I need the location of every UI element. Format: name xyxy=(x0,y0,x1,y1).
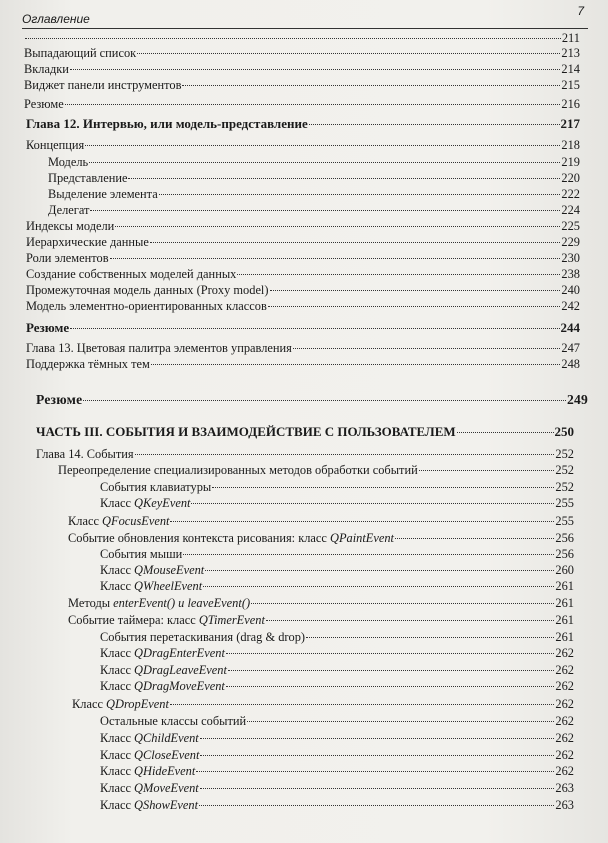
dot-leader xyxy=(89,161,560,163)
dot-leader xyxy=(457,431,554,433)
toc-entry xyxy=(26,234,580,250)
toc-entry xyxy=(100,713,574,729)
dot-leader xyxy=(237,273,560,275)
toc-entry xyxy=(24,61,580,77)
toc-entry-title: Виджет панели инструментов xyxy=(24,78,182,92)
toc-entry-page: 219 xyxy=(561,155,580,169)
toc-entry-page: 262 xyxy=(555,714,574,728)
toc-entry-prefix: Методы xyxy=(68,596,114,610)
toc-entry xyxy=(26,340,580,356)
toc-entry-page: 262 xyxy=(555,646,574,660)
toc-entry-class-name: QDragMoveEvent xyxy=(134,679,225,693)
dot-leader xyxy=(159,193,561,195)
toc-entry xyxy=(100,678,574,694)
dot-leader xyxy=(170,520,554,522)
toc-entry-title: Модель xyxy=(48,155,89,169)
toc-entry-title: Индексы модели xyxy=(26,219,115,233)
toc-entry xyxy=(100,479,574,495)
toc-entry xyxy=(26,356,580,372)
dot-leader xyxy=(196,770,554,772)
toc-entry-class-name: QMoveEvent xyxy=(134,781,199,795)
toc-entry-class-name: QCloseEvent xyxy=(134,748,200,762)
toc-entry-class-name: QMouseEvent xyxy=(134,563,205,577)
dot-leader xyxy=(90,209,560,211)
toc-entry-page: 240 xyxy=(561,283,580,297)
toc-entry xyxy=(68,612,574,628)
toc-entry xyxy=(58,462,574,478)
toc-entry xyxy=(100,662,574,678)
toc-entry-title: Глава 13. Цветовая палитра элементов управления xyxy=(26,341,292,355)
dot-leader xyxy=(200,787,555,789)
dot-leader xyxy=(115,225,560,227)
toc-entry xyxy=(26,218,580,234)
toc-entry-title xyxy=(100,730,199,746)
dot-leader xyxy=(183,553,554,555)
dot-leader xyxy=(270,289,561,291)
dot-leader xyxy=(212,486,554,488)
toc-entry-page: 225 xyxy=(561,219,580,233)
toc-entry-title xyxy=(68,530,394,546)
toc-entry-page: 262 xyxy=(555,731,574,745)
toc-entry-class-name: QWheelEvent xyxy=(134,579,203,593)
toc-entry-page: 255 xyxy=(555,496,574,510)
dot-leader xyxy=(226,652,555,654)
toc-entry-page: 248 xyxy=(561,357,580,371)
toc-entry xyxy=(24,45,580,61)
toc-entry xyxy=(100,797,574,813)
toc-entry-title xyxy=(68,595,250,611)
toc-entry-title: Переопределение специализированных методов обработки событий xyxy=(58,463,418,477)
toc-entry-title xyxy=(100,645,225,661)
toc-entry-page: 249 xyxy=(567,392,588,407)
toc-entry-page: 261 xyxy=(555,596,574,610)
toc-entry-title: События мыши xyxy=(100,547,183,561)
dot-leader xyxy=(70,327,559,329)
toc-entry-class-name: QDragEnterEvent xyxy=(134,646,225,660)
toc-entry-title: Создание собственных моделей данных xyxy=(26,267,237,281)
toc-entry-page: 216 xyxy=(561,97,580,111)
toc-entry xyxy=(100,629,574,645)
toc-entry-page: 229 xyxy=(561,235,580,249)
toc-entry xyxy=(26,266,580,282)
toc-entry xyxy=(100,645,574,661)
toc-entry-prefix: Класс xyxy=(100,563,135,577)
toc-entry xyxy=(100,495,574,511)
dot-leader xyxy=(419,469,555,471)
toc-entry-title: Промежуточная модель данных (Proxy model) xyxy=(26,283,269,297)
toc-entry-title xyxy=(100,578,202,594)
toc-entry-title xyxy=(68,612,265,628)
toc-entry-page: 242 xyxy=(561,299,580,313)
toc-entry xyxy=(100,730,574,746)
toc-entry-page: 215 xyxy=(561,78,580,92)
toc-entry-prefix: Событие таймера: класс xyxy=(68,613,199,627)
toc-entry xyxy=(100,578,574,594)
dot-leader xyxy=(251,602,554,604)
toc-entry-prefix: Класс xyxy=(100,496,135,510)
toc-entry-prefix: Класс xyxy=(100,748,135,762)
toc-entry xyxy=(26,298,580,314)
toc-entry-page: 261 xyxy=(555,630,574,644)
toc-entry-prefix: Класс xyxy=(100,731,135,745)
toc-entry-title xyxy=(72,696,169,712)
toc-entry-title xyxy=(100,780,199,796)
toc-entry-title: Резюме xyxy=(24,97,64,111)
toc-entry-class-name: enterEvent() и leaveEvent() xyxy=(113,596,251,610)
dot-leader xyxy=(309,123,560,125)
toc-entry-title xyxy=(100,797,198,813)
toc-entry-title: События клавиатуры xyxy=(100,480,212,494)
toc-entry-title xyxy=(100,495,190,511)
toc-part-entry xyxy=(36,392,588,408)
toc-entry-title xyxy=(100,562,204,578)
toc-entry-page: 262 xyxy=(555,663,574,677)
toc-entry-class-name: QDragLeaveEvent xyxy=(134,663,227,677)
dot-leader xyxy=(228,669,554,671)
toc-entry-title: Иерархические данные xyxy=(26,235,149,249)
toc-entry-page: 263 xyxy=(555,798,574,812)
dot-leader xyxy=(266,619,555,621)
toc-chapter-entry xyxy=(26,116,580,132)
dot-leader xyxy=(128,177,560,179)
dot-leader xyxy=(70,68,560,70)
toc-entry-page: 214 xyxy=(561,62,580,76)
toc-entry xyxy=(68,530,574,546)
toc-entry-page: 252 xyxy=(555,480,574,494)
toc-entry-page: 244 xyxy=(560,320,580,335)
toc-entry-class-name: QDropEvent xyxy=(106,697,169,711)
toc-entry-title: Концепция xyxy=(26,138,85,152)
toc-entry-prefix: Класс xyxy=(72,697,107,711)
toc-entry xyxy=(24,96,580,112)
toc-entry-title xyxy=(100,763,195,779)
toc-entry-class-name: QKeyEvent xyxy=(134,496,191,510)
toc-chapter-entry xyxy=(26,320,580,336)
page-header xyxy=(22,4,588,29)
toc-entry-title: События перетаскивания (drag & drop) xyxy=(100,630,306,644)
toc-entry-page: 250 xyxy=(554,424,574,439)
dot-leader xyxy=(306,636,554,638)
toc-entry-page: 218 xyxy=(561,138,580,152)
toc-entry-class-name: QTimerEvent xyxy=(198,613,265,627)
toc-entry-page: 261 xyxy=(555,613,574,627)
toc-entry xyxy=(26,282,580,298)
toc-entry-page: 247 xyxy=(561,341,580,355)
toc-entry-page: 256 xyxy=(555,547,574,561)
dot-leader xyxy=(200,737,555,739)
toc-entry xyxy=(100,747,574,763)
dot-leader xyxy=(395,537,554,539)
toc-entry xyxy=(48,170,580,186)
toc-entry-title: Остальные классы событий xyxy=(100,714,247,728)
toc-entry-class-name: QFocusEvent xyxy=(102,514,170,528)
toc-entry-page: 222 xyxy=(561,187,580,201)
toc-entry-prefix: Класс xyxy=(100,679,135,693)
toc-entry-page: 217 xyxy=(560,116,580,131)
toc-entry xyxy=(100,562,574,578)
dot-leader xyxy=(135,453,555,455)
toc-entry-title: Глава 12. Интервью, или модель-представление xyxy=(26,116,308,131)
toc-entry-prefix: Класс xyxy=(100,798,135,812)
toc-entry-page: 263 xyxy=(555,781,574,795)
dot-leader xyxy=(182,84,560,86)
dot-leader xyxy=(247,720,554,722)
toc-entry-title: Резюме xyxy=(36,392,83,407)
dot-leader xyxy=(293,347,561,349)
toc-entry-title: ЧАСТЬ III. СОБЫТИЯ И ВЗАИМОДЕЙСТВИЕ С ПОЛЬЗОВАТЕЛЕМ xyxy=(36,424,456,439)
toc-entry-page: 213 xyxy=(561,46,580,60)
toc-entry-title: Глава 14. События xyxy=(36,447,134,461)
toc-entry-class-name: QChildEvent xyxy=(134,731,199,745)
toc-entry-title: Резюме xyxy=(26,320,70,335)
toc-entry-prefix: Событие обновления контекста рисования: класс xyxy=(68,531,330,545)
dot-leader xyxy=(199,804,554,806)
toc-entry xyxy=(26,137,580,153)
toc-entry-class-name: QPaintEvent xyxy=(330,531,394,545)
toc-entry-title: Модель элементно-ориентированных классов xyxy=(26,299,267,313)
toc-entry-page: 252 xyxy=(555,463,574,477)
toc-entry-title xyxy=(100,662,227,678)
toc-entry xyxy=(72,696,574,712)
toc-entry-class-name: QShowEvent xyxy=(134,798,199,812)
toc-entry-title: Роли элементов xyxy=(26,251,109,265)
toc-entry xyxy=(100,546,574,562)
toc-entry-title xyxy=(68,513,169,529)
toc-entry-title: Выпадающий список xyxy=(24,46,137,60)
toc-entry-prefix: Класс xyxy=(100,764,135,778)
toc-entry xyxy=(36,446,574,462)
toc-entry xyxy=(48,186,580,202)
dot-leader xyxy=(151,363,561,365)
toc-entry-page: 256 xyxy=(555,531,574,545)
dot-leader xyxy=(191,502,554,504)
running-title: Оглавление xyxy=(22,12,90,26)
toc-entry-prefix: Класс xyxy=(100,663,135,677)
dot-leader xyxy=(65,103,561,105)
toc-entry xyxy=(26,250,580,266)
toc-entry-class-name: QHideEvent xyxy=(134,764,196,778)
toc-entry-title xyxy=(100,747,199,763)
dot-leader xyxy=(110,257,561,259)
toc-entry-page: 220 xyxy=(561,171,580,185)
page-number: 7 xyxy=(577,4,584,18)
toc-entry-page: 261 xyxy=(555,579,574,593)
toc-entry xyxy=(24,30,580,46)
toc-entry xyxy=(24,77,580,93)
toc-entry-prefix: Класс xyxy=(100,646,135,660)
dot-leader xyxy=(25,37,561,39)
dot-leader xyxy=(226,685,555,687)
toc-entry-title: Вкладки xyxy=(24,62,69,76)
dot-leader xyxy=(203,585,554,587)
toc-entry-prefix: Класс xyxy=(100,781,135,795)
toc-entry xyxy=(100,763,574,779)
dot-leader xyxy=(268,305,561,307)
toc-entry-page: 262 xyxy=(555,764,574,778)
dot-leader xyxy=(200,754,554,756)
toc-entry-page: 211 xyxy=(561,31,580,45)
dot-leader xyxy=(150,241,561,243)
toc-entry xyxy=(48,202,580,218)
toc-entry xyxy=(48,154,580,170)
toc-entry-page: 230 xyxy=(561,251,580,265)
toc-entry-title: Выделение элемента xyxy=(48,187,158,201)
toc-entry-page: 262 xyxy=(555,748,574,762)
dot-leader xyxy=(170,703,555,705)
toc-entry-title xyxy=(100,678,225,694)
dot-leader xyxy=(205,569,554,571)
toc-entry-prefix: Класс xyxy=(68,514,103,528)
dot-leader xyxy=(83,399,566,401)
toc-entry-page: 224 xyxy=(561,203,580,217)
dot-leader xyxy=(85,144,560,146)
dot-leader xyxy=(137,52,560,54)
toc-entry-title: Поддержка тёмных тем xyxy=(26,357,150,371)
toc-entry xyxy=(68,513,574,529)
toc-entry-page: 262 xyxy=(555,697,574,711)
toc-entry-page: 252 xyxy=(555,447,574,461)
toc-entry-page: 255 xyxy=(555,514,574,528)
toc-entry-page: 238 xyxy=(561,267,580,281)
toc-entry xyxy=(68,595,574,611)
toc-entry-page: 262 xyxy=(555,679,574,693)
toc-entry-title: Представление xyxy=(48,171,128,185)
toc-chapter-entry xyxy=(36,424,574,440)
toc-entry-title: Делегат xyxy=(48,203,90,217)
toc-entry-page: 260 xyxy=(555,563,574,577)
toc-entry-prefix: Класс xyxy=(100,579,135,593)
toc-entry xyxy=(100,780,574,796)
